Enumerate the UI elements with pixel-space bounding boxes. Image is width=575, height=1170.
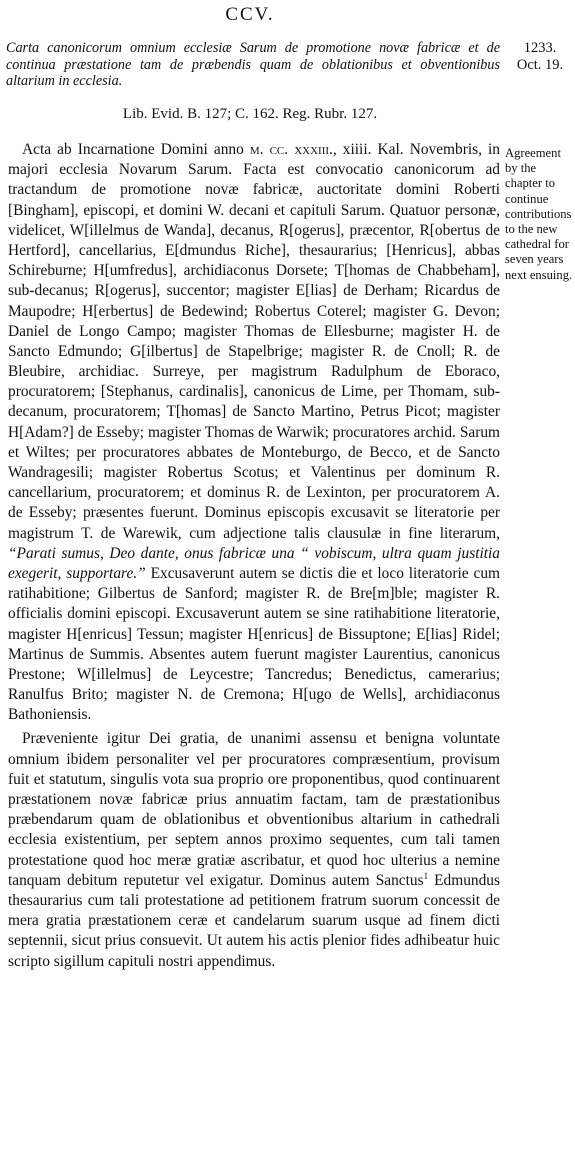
date-day: Oct. 19.	[516, 56, 564, 73]
p1-quote: “Parati sumus, Deo dante, onus fabricæ una “ vobiscum, ultra quam justitia exegerit, supportare.”	[8, 544, 500, 582]
charter-number: CCV.	[225, 4, 275, 25]
footnote-marker: 1	[423, 870, 429, 881]
paragraph-2	[8, 729, 500, 971]
p1-text-b: , xiiii. Kal. Novembris, in majori ecclesia Novarum Sarum. Facta est convocatio canonicorum ad tractandum de promotione novæ fabricæ, auctoritate domini Roberti [Bingham], episcopi, et domini W. decani et capituli Sarum. Quatuor personæ, videlicet, W[illelmus de Wanda], decanus, R[ogerus], præcentor, R[obertus de Hertford], cancellarius, E[dmundus Riche], thesaurarius; [Henricus], abbas Schireburne; H[umfredus], archidiaconus Dorsete; T[homas de Chabbeham], sub-decanus; R[ogerus], succentor; magister E[lias] de Derham; Ricardus de Maupodre; H[erbertus] de Bedewind; Robertus Coterel; magister G. Devon; Daniel de Longo Campo; magister Thomas de Ellesburne; magister H. de Sancto Edmundo; G[ilbertus] de Stapelbrige; magister R. de Cnoll; R. de Bleubire, archidiac. Surreye, per magistrum Radulphum de Eboraco, procuratorem; [Stephanus, cardinalis], canonicus de Lime, per Thomam, sub-decanum, procuratorem; T[homas] de Sancto Martino, Petrus Picot; magister H[Adam?] de Esseby; magister Thomas de Warwik; procuratores archid. Sarum et Wiltes; per procuratores abbates de Monteburgo, de Becco, et de Sancto Wandragesili; magister Robertus Scotus; et Valentinus per dominum R. cancellarium, procuratorem; et dominus R. de Lexinton, per procuratorem A. de Esseby; præsentes fuerunt. Dominus episcopis excusavit se literatorie per magistrum T. de Warewik, cum adjectione talis clausulæ in fine literarum,	[8, 141, 501, 542]
paragraph-1	[8, 140, 500, 725]
p2-text-b: Edmundus thesaurarius cum tali protestatione ad petitionem fratrum suorum concessit de mera gratia præstationem ceræ et candelarum suarum usque ad finem dicti septennii, sicut prius consuevit. Ut autem his actis plenior fides adhibeatur huic scripto sigillum capituli nostri appendimus.	[8, 871, 500, 970]
p1-text-a: Acta ab Incarnatione Domini anno	[22, 141, 250, 158]
margin-note: Agreement by the chapter to continue contributions to the new cathedral for seven years next ensuing.	[505, 146, 573, 282]
p2-text-a: Præveniente igitur Dei gratia, de unanimi assensu et benigna voluntate omnium ibidem personaliter vel per procuratores compræsentium, provisum fuit et statutum, singulis vota sua proprio ore proponentibus, quod continuarent præstationem novæ fabricæ prius annuatim factam, tam de præstationibus præbendarum quam de oblationibus et obventionibus altarium in cathedrali ecclesia existentium, per septem annos proximo sequentes, cum tali tamen protestatione quod hoc meræ gratiæ ascribatur, et quod hoc ulterius a nemine tanquam debitum reputetur vel exigatur. Dominus autem Sanctus	[8, 730, 500, 889]
date-year: 1233.	[523, 40, 557, 56]
p1-year: m. cc. xxxiii.	[249, 141, 333, 158]
charter-date	[505, 40, 575, 73]
charter-body	[8, 140, 500, 972]
p1-text-c: Excusaverunt autem se dictis die et loco literatorie cum ratihabitione; Gilbertus de Sanford; magister R. de Bre[m]ble; magister R. officialis domini episcopi. Excusaverunt autem se sine ratihabitione literatorie, magister H[enricus] Tessun; magister H[enricus] de Bissuptone; E[lias] Ridel; Martinus de Summis. Absentes autem fuerunt magister Laurentius, canonicus Prestone; W[illelmus] de Leycestre; Tancredus; Benedictus, camerarius; Ranulfus Brito; magister N. de Cremona; H[ugo de Wells], archidiaconus Bathoniensis.	[8, 564, 500, 724]
source-reference: Lib. Evid. B. 127; C. 162. Reg. Rubr. 127.	[122, 106, 378, 122]
charter-rubric: Carta canonicorum omnium ecclesiæ Sarum de promotione novæ fabricæ et de continua præstatione tam de præbendis quam de oblationibus et obventionibus altarium in ecclesia.	[6, 40, 500, 89]
